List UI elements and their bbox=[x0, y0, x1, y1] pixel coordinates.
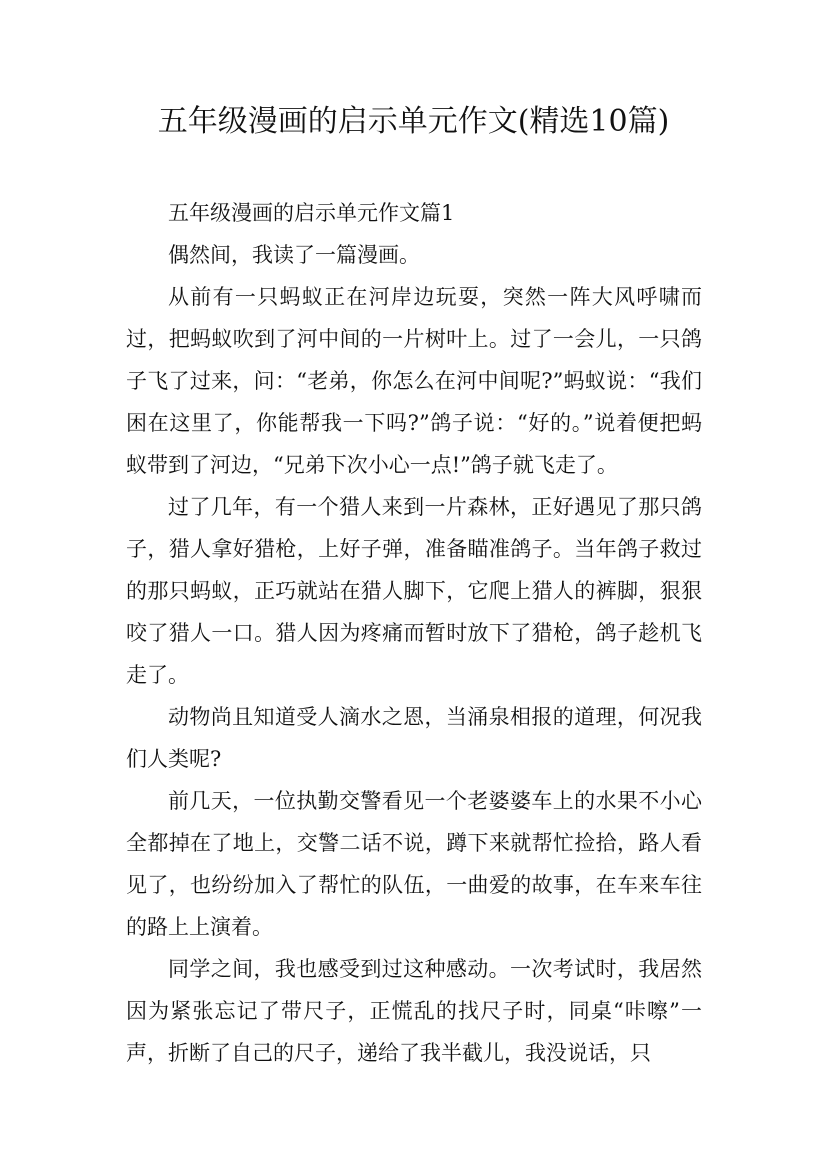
document-title: 五年级漫画的启示单元作文(精选10篇) bbox=[157, 104, 670, 139]
section-heading: 五年级漫画的启示单元作文篇1 bbox=[168, 201, 455, 225]
paragraph: 偶然间，我读了一篇漫画。 bbox=[168, 243, 420, 267]
document-body bbox=[126, 192, 702, 1074]
paragraph: 同学之间，我也感受到过这种感动。一次考试时，我居然因为紧张忘记了带尺子，正慌乱的找尺子时，同桌“咔嚓”一声，折断了自己的尺子，递给了我半截儿，我没说话，只 bbox=[126, 957, 702, 1065]
paragraph: 从前有一只蚂蚁正在河岸边玩耍，突然一阵大风呼啸而过，把蚂蚁吹到了河中间的一片树叶上。过了一会儿，一只鸽子飞了过来，问：“老弟，你怎么在河中间呢?”蚂蚁说：“我们困在这里了，你能帮我一下吗?”鸽子说：“好的。”说着便把蚂蚁带到了河边，“兄弟下次小心一点!”鸽子就飞走了。 bbox=[126, 285, 702, 477]
paragraph: 动物尚且知道受人滴水之恩，当涌泉相报的道理，何况我们人类呢? bbox=[126, 705, 702, 771]
paragraph: 前几天，一位执勤交警看见一个老婆婆车上的水果不小心全都掉在了地上，交警二话不说，蹲下来就帮忙捡拾，路人看见了，也纷纷加入了帮忙的队伍，一曲爱的故事，在车来车往的路上上演着。 bbox=[126, 789, 702, 939]
paragraph: 过了几年，有一个猎人来到一片森林，正好遇见了那只鸽子，猎人拿好猎枪，上好子弹，准备瞄准鸽子。当年鸽子救过的那只蚂蚁，正巧就站在猎人脚下，它爬上猎人的裤脚，狠狠咬了猎人一口。猎人因为疼痛而暂时放下了猎枪，鸽子趁机飞走了。 bbox=[126, 495, 702, 687]
